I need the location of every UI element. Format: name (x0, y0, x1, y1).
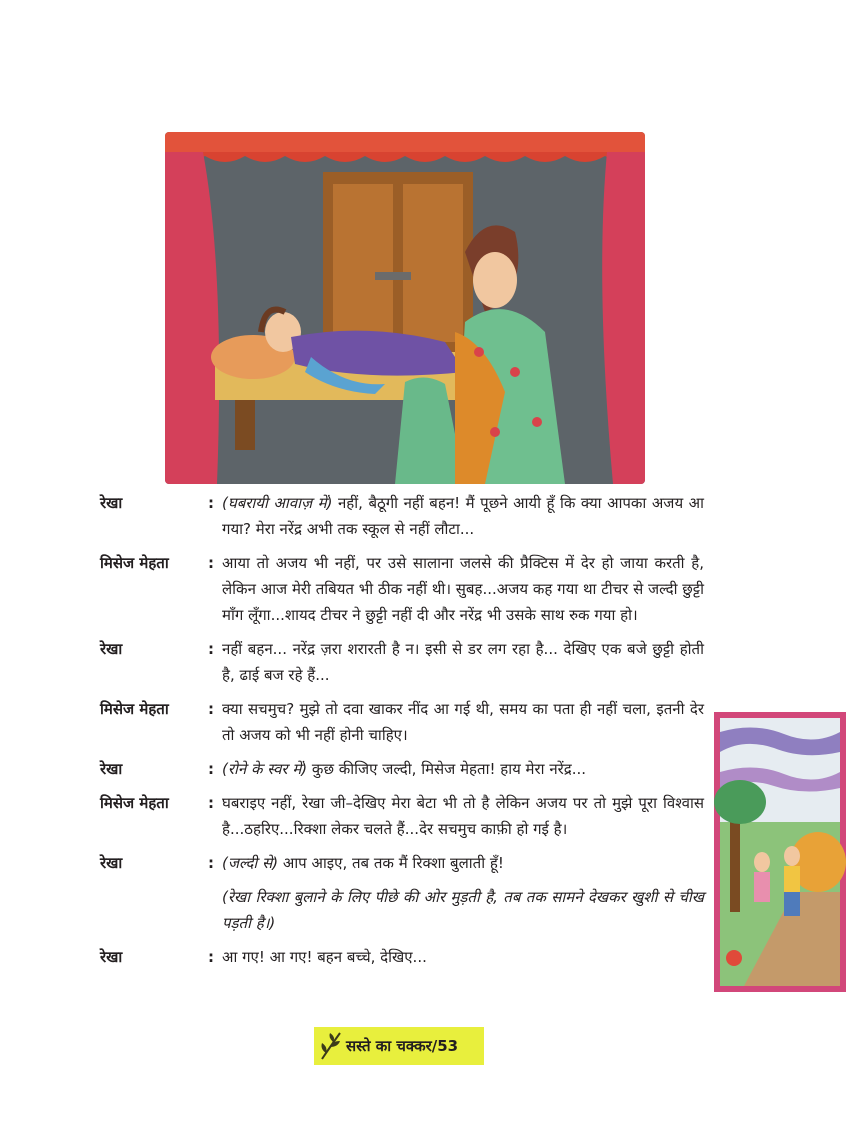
speech (222, 756, 704, 782)
separator: : (208, 640, 214, 658)
speech-text: आप आइए, तब तक मैं रिक्शा बुलाती हूँ! (278, 854, 504, 872)
speaker: रेखा (100, 494, 123, 512)
speech-text: आ गए! आ गए! बहन बच्चे, देखिए... (222, 948, 427, 966)
main-illustration (165, 132, 645, 484)
dialogue-line (100, 550, 704, 628)
separator: : (208, 700, 214, 718)
speech (222, 550, 704, 628)
separator: : (208, 948, 214, 966)
speaker: रेखा (100, 854, 123, 872)
footer-label: सस्ते का चक्कर/53 (346, 1037, 459, 1055)
separator: : (208, 794, 214, 812)
speech (222, 884, 704, 936)
leaf-sprig-icon (318, 1031, 344, 1065)
separator: : (208, 554, 214, 572)
speech-text: आया तो अजय भी नहीं, पर उसे सालाना जलसे की प्रैक्टिस में देर हो जाया करती है, लेकिन आज मेरी तबियत भी ठीक नहीं थी। सुबह...अजय कह गया था टीचर से जल्दी छुट्टी माँग लूँगा...शायद टीचर ने छुट्टी नहीं दी और नरेंद्र भी उसके साथ रुक गया हो। (222, 554, 704, 624)
separator (200, 884, 222, 936)
page-footer (314, 1027, 484, 1065)
speaker (100, 884, 200, 936)
speaker: रेखा (100, 948, 123, 966)
speech (222, 490, 704, 542)
separator: : (208, 760, 214, 778)
dialogue-line (100, 944, 704, 970)
stage-direction-line (100, 884, 704, 936)
dialogue-line (100, 490, 704, 542)
speech (222, 944, 704, 970)
speaker: रेखा (100, 760, 123, 778)
speaker: रेखा (100, 640, 123, 658)
speech-text: नहीं, बैठूगी नहीं बहन! मैं पूछने आयी हूँ कि क्या आपका अजय आ गया? मेरा नरेंद्र अभी तक स्कूल से नहीं लौटा... (222, 494, 704, 538)
speaker: मिसेज मेहता (100, 554, 169, 572)
side-illustration (714, 712, 846, 992)
dialogue-line (100, 756, 704, 782)
speech (222, 850, 704, 876)
stage-direction: (जल्दी से) (222, 854, 279, 872)
dialogue-line (100, 790, 704, 842)
stage-direction: (रोने के स्वर में) (222, 760, 308, 778)
speech (222, 790, 704, 842)
speech-text: कुछ कीजिए जल्दी, मिसेज मेहता! हाय मेरा नरेंद्र... (307, 760, 587, 778)
dialogue (100, 490, 704, 978)
speech-text: नहीं बहन... नरेंद्र ज़रा शरारती है न। इसी से डर लग रहा है... देखिए एक बजे छुट्टी होती है, ढाई बज रहे हैं... (222, 640, 704, 684)
speech-text: क्या सचमुच? मुझे तो दवा खाकर नींद आ गई थी, समय का पता ही नहीं चला, इतनी देर तो अजय को भी नहीं होनी चाहिए। (222, 700, 704, 744)
stage-direction: (घबरायी आवाज़ में) (222, 494, 333, 512)
speech (222, 636, 704, 688)
speech (222, 696, 704, 748)
speaker: मिसेज मेहता (100, 700, 169, 718)
dialogue-line (100, 636, 704, 688)
separator: : (208, 494, 214, 512)
stage-direction: (रेखा रिक्शा बुलाने के लिए पीछे की ओर मुड़ती है, तब तक सामने देखकर खुशी से चीख पड़ती है।) (222, 888, 704, 932)
dialogue-line (100, 850, 704, 876)
separator: : (208, 854, 214, 872)
dialogue-line (100, 696, 704, 748)
speech-text: घबराइए नहीं, रेखा जी–देखिए मेरा बेटा भी तो है लेकिन अजय पर तो मुझे पूरा विश्वास है...ठहरिए...रिक्शा लेकर चलते हैं...देर सचमुच काफ़ी हो गई है। (222, 794, 704, 838)
speaker: मिसेज मेहता (100, 794, 169, 812)
